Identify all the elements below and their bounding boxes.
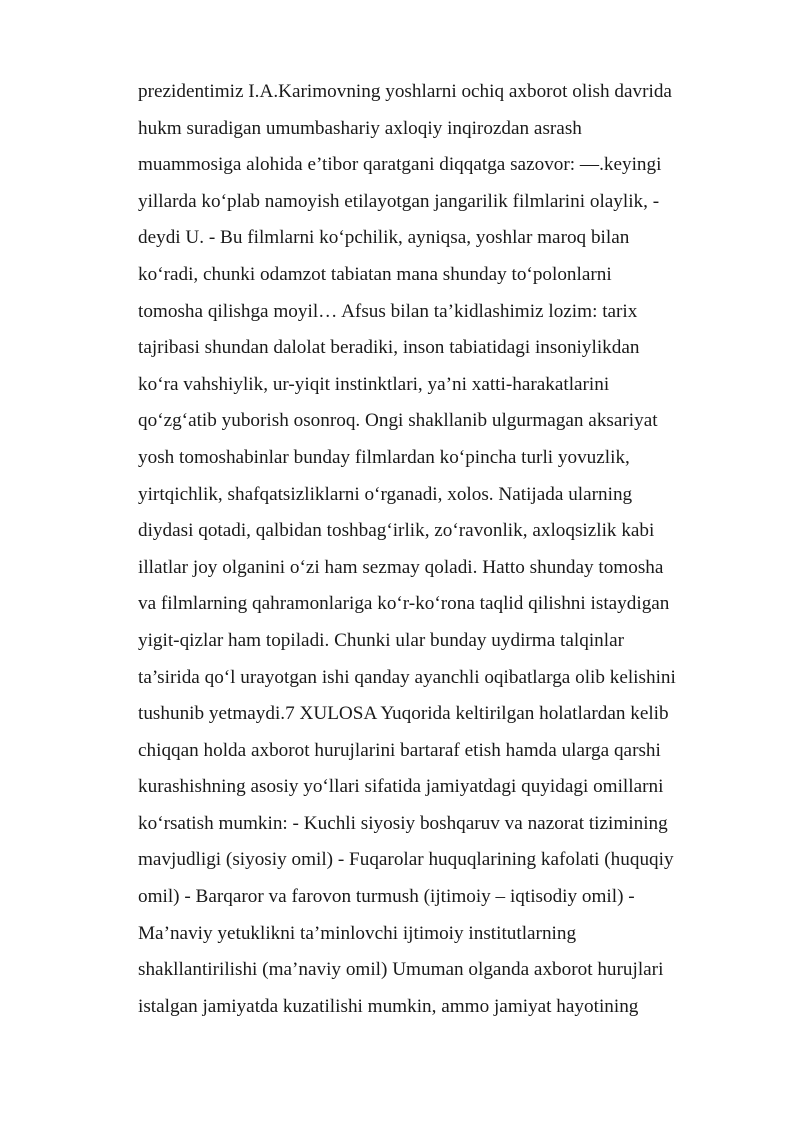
text-line: diydasi qotadi, qalbidan toshbag‘irlik, zo‘ravonlik, axloqsizlik kabi <box>138 520 655 542</box>
text-line: shakllantirilishi (ma’naviy omil) Umuman olganda axborot hurujlari <box>138 959 664 981</box>
text-line: chiqqan holda axborot hurujlarini bartaraf etish hamda ularga qarshi <box>138 739 661 761</box>
text-line: tushunib yetmaydi.7 XULOSA Yuqorida keltirilgan holatlardan kelib <box>138 703 669 725</box>
text-line: va filmlarning qahramonlariga ko‘r-ko‘rona taqlid qilishni istaydigan <box>138 593 670 615</box>
text-line: ko‘ra vahshiylik, ur-yiqit instinktlari, ya’ni xatti-harakatlarini <box>138 373 610 395</box>
text-line: yirtqichlik, shafqatsizliklarni o‘rganadi, xolos. Natijada ularning <box>138 483 633 505</box>
text-line: hukm suradigan umumbashariy axloqiy inqirozdan asrash <box>138 117 582 139</box>
text-line: omil) - Barqaror va farovon turmush (ijtimoiy – iqtisodiy omil) - <box>138 886 635 908</box>
text-line: yillarda ko‘plab namoyish etilayotgan jangarilik filmlarini olaylik, - <box>138 190 660 212</box>
text-line: muammosiga alohida e’tibor qaratgani diqqatga sazovor: —.keyingi <box>138 154 662 176</box>
text-line: qo‘zg‘atib yuborish osonroq. Ongi shakllanib ulgurmagan aksariyat <box>138 410 658 432</box>
text-line: ko‘radi, chunki odamzot tabiatan mana shunday to‘polonlarni <box>138 263 612 285</box>
body-text <box>138 74 750 1025</box>
text-line: deydi U. - Bu filmlarni ko‘pchilik, ayniqsa, yoshlar maroq bilan <box>138 227 630 249</box>
text-line: kurashishning asosiy yo‘llari sifatida jamiyatdagi quyidagi omillarni <box>138 776 664 798</box>
text-line: ta’sirida qo‘l urayotgan ishi qanday ayanchli oqibatlarga olib kelishini <box>138 666 676 688</box>
text-line: illatlar joy olganini o‘zi ham sezmay qoladi. Hatto shunday tomosha <box>138 556 664 578</box>
text-line: prezidentimiz I.A.Karimovning yoshlarni ochiq axborot olish davrida <box>138 81 672 102</box>
text-line: Ma’naviy yetuklikni ta’minlovchi ijtimoiy institutlarning <box>138 922 577 944</box>
text-line: tomosha qilishga moyil… Afsus bilan ta’kidlashimiz lozim: tarix <box>138 300 638 322</box>
text-line: yigit-qizlar ham topiladi. Chunki ular bunday uydirma talqinlar <box>138 629 624 651</box>
text-line: istalgan jamiyatda kuzatilishi mumkin, ammo jamiyat hayotining <box>138 995 639 1017</box>
text-line: ko‘rsatish mumkin: - Kuchli siyosiy boshqaruv va nazorat tizimining <box>138 812 668 834</box>
text-line: yosh tomoshabinlar bunday filmlardan ko‘pincha turli yovuzlik, <box>138 446 630 468</box>
text-line: tajribasi shundan dalolat beradiki, inson tabiatidagi insoniylikdan <box>138 337 640 359</box>
text-line: mavjudligi (siyosiy omil) - Fuqarolar huquqlarining kafolati (huquqiy <box>138 849 674 871</box>
